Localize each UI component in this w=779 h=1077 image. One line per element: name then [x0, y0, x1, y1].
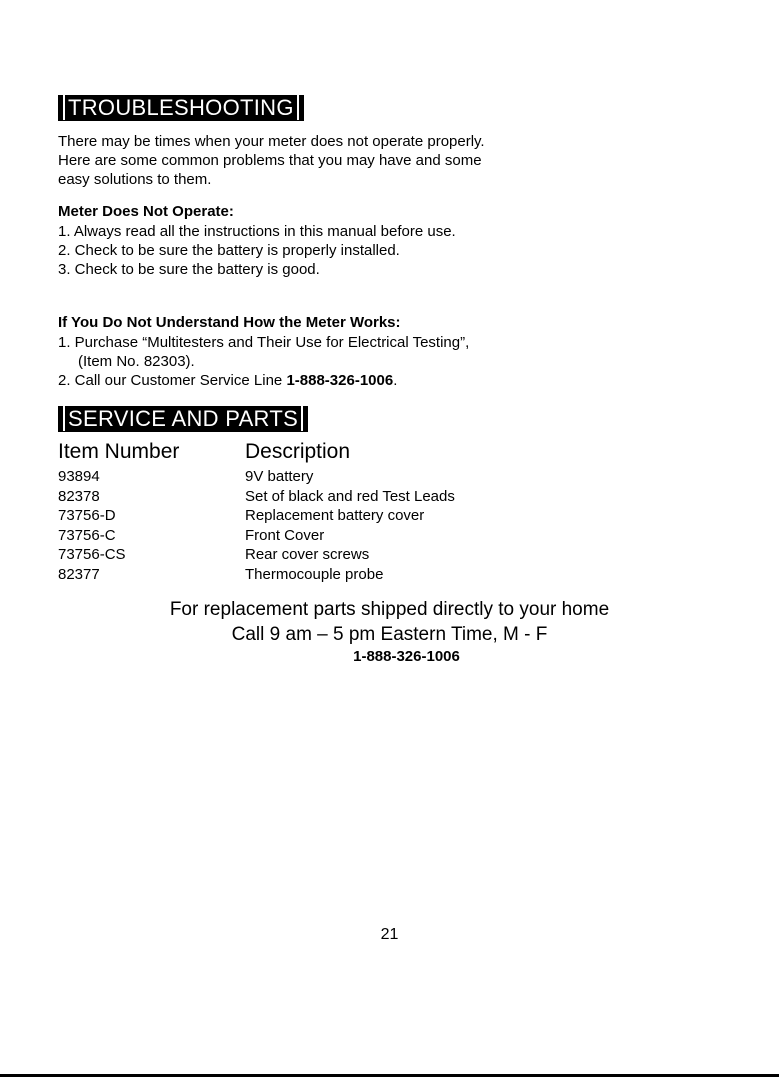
table-row	[58, 506, 455, 526]
item-description: Replacement battery cover	[245, 507, 425, 524]
item-description: Thermocouple probe	[245, 565, 384, 583]
item-description: Rear cover screws	[245, 546, 370, 563]
contact-line-1: For replacement parts shipped directly to your home	[169, 599, 610, 620]
meter-not-operate-list	[58, 222, 456, 279]
table-row	[58, 467, 455, 487]
call-line-suffix: .	[393, 372, 398, 389]
table-row	[58, 545, 455, 565]
col-header-description: Description	[245, 440, 351, 463]
customer-service-phone: 1-888-326-1006	[286, 372, 394, 389]
not-understand-title: If You Do Not Understand How the Meter Works:	[58, 314, 401, 331]
item-number: 82378	[58, 487, 100, 505]
not-understand-list	[58, 333, 469, 390]
list-item: (Item No. 82303).	[78, 353, 195, 370]
page-number: 21	[380, 926, 399, 943]
list-item	[58, 371, 469, 390]
troubleshooting-heading	[58, 95, 304, 121]
troubleshooting-heading-text: TROUBLESHOOTING	[63, 95, 299, 120]
parts-table	[58, 467, 455, 584]
item-number: 82377	[58, 565, 100, 583]
troubleshooting-intro	[58, 132, 718, 189]
table-row	[58, 526, 455, 546]
service-heading	[58, 406, 308, 432]
meter-not-operate-title: Meter Does Not Operate:	[58, 203, 234, 220]
item-number: 73756-D	[58, 507, 116, 524]
item-description: Front Cover	[245, 526, 325, 544]
col-header-item-number: Item Number	[58, 440, 180, 463]
item-number: 93894	[58, 468, 100, 485]
list-item: 2. Check to be sure the battery is properly installed.	[58, 242, 400, 259]
contact-line-2: Call 9 am – 5 pm Eastern Time, M - F	[231, 624, 548, 645]
intro-line: There may be times when your meter does not operate properly.	[58, 133, 485, 150]
table-row	[58, 487, 455, 507]
service-heading-text: SERVICE AND PARTS	[63, 406, 303, 431]
table-row	[58, 565, 455, 585]
item-description: Set of black and red Test Leads	[245, 487, 455, 505]
intro-line: Here are some common problems that you may have and some	[58, 152, 482, 169]
item-description: 9V battery	[245, 468, 314, 485]
item-number: 73756-CS	[58, 546, 126, 563]
list-item: 1. Always read all the instructions in this manual before use.	[58, 223, 456, 240]
call-line-prefix: 2. Call our Customer Service Line	[58, 372, 287, 389]
contact-phone: 1-888-326-1006	[353, 648, 460, 665]
list-item: 1. Purchase “Multitesters and Their Use for Electrical Testing”,	[58, 334, 470, 351]
list-item: 3. Check to be sure the battery is good.	[58, 261, 320, 278]
item-number: 73756-C	[58, 526, 116, 544]
intro-line: easy solutions to them.	[58, 171, 212, 188]
